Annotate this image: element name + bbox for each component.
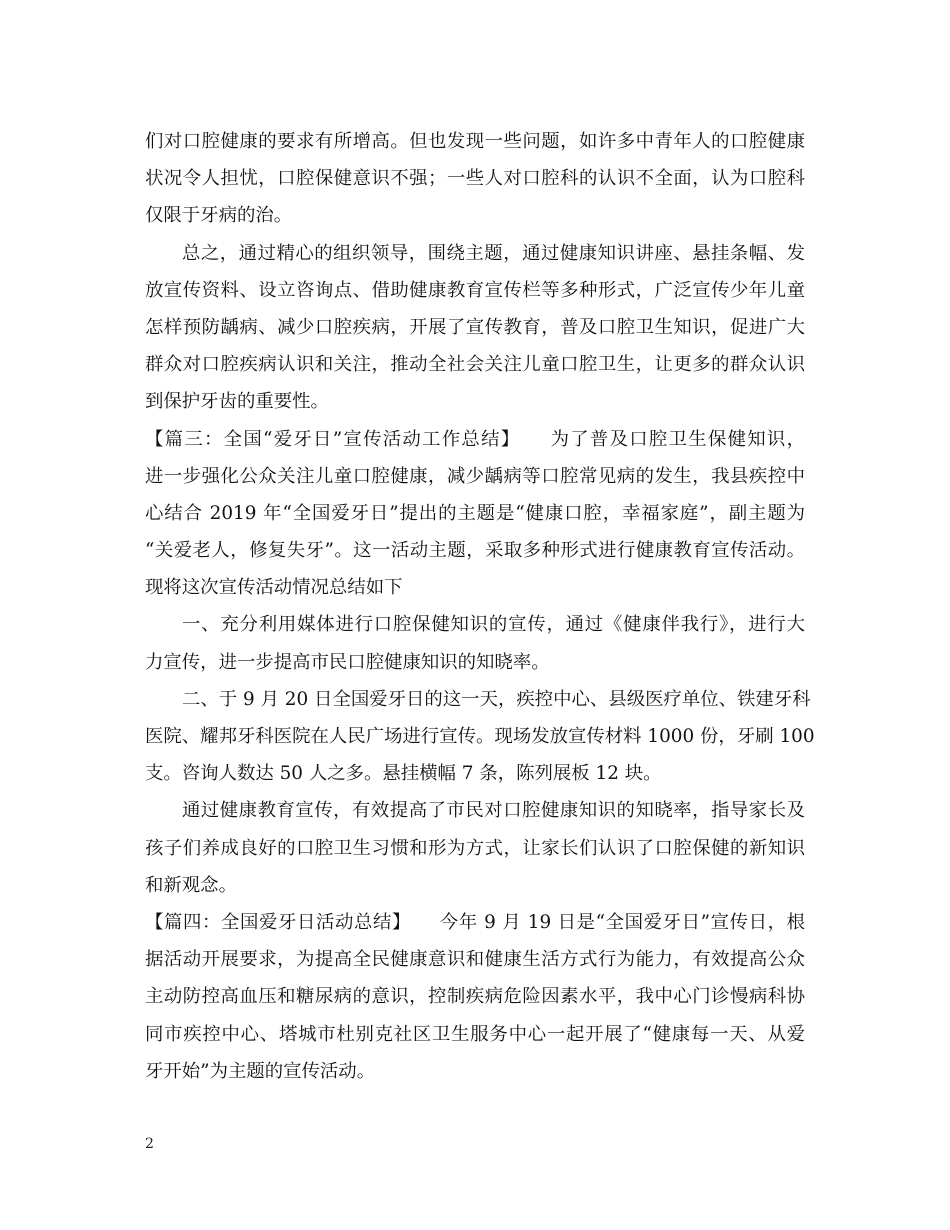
text-line: 仅限于牙病的治。 bbox=[145, 205, 293, 227]
text-line: 一、充分利用媒体进行口腔保健知识的宣传，通过《健康伴我行》，进行大 bbox=[182, 614, 805, 636]
text-line: 群众对口腔疾病认识和关注，推动全社会关注儿童口腔卫生，让更多的群众认识 bbox=[145, 354, 805, 376]
text-line: 医院、耀邦牙科医院在人民广场进行宣传。现场发放宣传材料 1000 份，牙刷 100 bbox=[145, 726, 815, 747]
text-line: 通过健康教育宣传，有效提高了市民对口腔健康知识的知晓率，指导家长及 bbox=[182, 800, 805, 822]
text-line: 力宣传，进一步提高市民口腔健康知识的知晓率。 bbox=[145, 651, 550, 673]
text-line: 总之，通过精心的组织领导，围绕主题，通过健康知识讲座、悬挂条幅、发 bbox=[182, 242, 805, 264]
text-line: 和新观念。 bbox=[145, 874, 237, 896]
text-line: “关爱老人，修复失牙”。这一活动主题，采取多种形式进行健康教育宣传活动。 bbox=[145, 540, 805, 562]
text-line: 怎样预防龋病、减少口腔疾病，开展了宣传教育，普及口腔卫生知识，促进广大 bbox=[145, 316, 805, 338]
text-line: 进一步强化公众关注儿童口腔健康，减少龋病等口腔常见病的发生，我县疾控中 bbox=[145, 465, 805, 487]
document-body bbox=[145, 123, 815, 1090]
text-line: 心结合 2019 年“全国爱牙日”提出的主题是“健康口腔，幸福家庭”，副主题为 bbox=[145, 502, 805, 524]
text-line: 据活动开展要求，为提高全民健康意识和健康生活方式行为能力，有效提高公众 bbox=[145, 949, 805, 971]
text-line: 【篇四：全国爱牙日活动总结】 今年 9 月 19 日是“全国爱牙日”宣传日，根 bbox=[145, 911, 805, 933]
text-line: 们对口腔健康的要求有所增高。但也发现一些问题，如许多中青年人的口腔健康 bbox=[145, 131, 805, 152]
page-number: 2 bbox=[145, 1136, 154, 1152]
text-line: 状况令人担忧，口腔保健意识不强；一些人对口腔科的认识不全面，认为口腔科 bbox=[145, 168, 805, 190]
text-line: 放宣传资料、设立咨询点、借助健康教育宣传栏等多种形式，广泛宣传少年儿童 bbox=[145, 279, 805, 301]
text-line: 同市疾控中心、塔城市杜别克社区卫生服务中心一起开展了“健康每一天、从爱 bbox=[145, 1023, 805, 1045]
text-line: 孩子们养成良好的口腔卫生习惯和形为方式，让家长们认识了口腔保健的新知识 bbox=[145, 837, 805, 859]
text-line: 到保护牙齿的重要性。 bbox=[145, 391, 329, 413]
text-line: 主动防控高血压和糖尿病的意识，控制疾病危险因素水平，我中心门诊慢病科协 bbox=[145, 986, 805, 1008]
text-line: 二、于 9 月 20 日全国爱牙日的这一天，疾控中心、县级医疗单位、铁建牙科 bbox=[182, 688, 811, 710]
text-line: 现将这次宣传活动情况总结如下 bbox=[145, 577, 403, 599]
text-line: 支。咨询人数达 50 人之多。悬挂横幅 7 条，陈列展板 12 块。 bbox=[145, 763, 662, 785]
text-line: 牙开始”为主题的宣传活动。 bbox=[145, 1060, 376, 1082]
text-line: 【篇三：全国“爱牙日”宣传活动工作总结】 为了普及口腔卫生保健知识， bbox=[145, 428, 805, 450]
